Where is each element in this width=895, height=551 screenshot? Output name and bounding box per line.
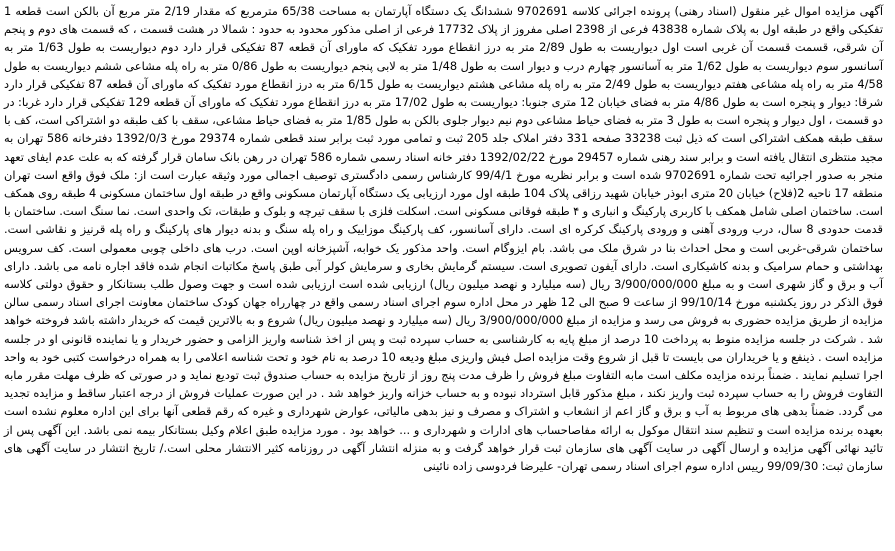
auction-notice-text: آگهی مزایده اموال غیر منقول (اسناد رهنی) پرونده اجرائی کلاسه 9702691 ششدانگ یک دستگاه آپارتمان به مساحت 65/38 مترمربع که مقدار 2/19 متر مربع آن بالکن است قطعه 1 تفکیکی واقع در طبقه اول به پلاک شماره 43838 فرعی از 2398 اصلی مفروز از پلاک 17732 فرعی از اصلی مذکور محدود به حدود : شمالا در هشت قسمت ، که قسمت های دوم و پنجم آن شرقی، قسمت قسمت آن غربی است اول دیواریست به طول 2/89 متر به درز انقطاع مورد تفکیک که ماورای آن قطعه 87 تفکیکی قرار دارد دوم دیواریست به طول 1/63 متر به آسانسور سوم دیواریست به طول 1/62 متر به آسانسور چهارم درب و دیوار است به طول 1/48 متر به لابی پنجم دیواریست به طول 0/86 متر به راه پله مشاعی ششم دیواریست به طول 4/58 متر به راه پله مشاعی هفتم دیواریست به طول 2/49 متر به راه پله مشاعی هشتم دیواریست به طول 6/15 متر به درز انقطاع مورد تفکیک که ماورای آن قطعه 87 تفکیکی قرار دارد شرقا: دیوار و پنجره است به طول 4/86 متر به فضای خیابان 12 متری جنوبا: دیواریست به طول 17/02 متر به درز انقطاع مورد تفکیک که ماورای آن قطعه 129 تفکیکی قرار دارد غربا: در دو قسمت ، اول دیوار و پنجره است به طول 3 متر به فضای حیاط مشاعی دوم نیم دیوار جلوی بالکن به طول 1/85 متر به فضای حیاط مشاعی، سقف با کف طبقه دو اشتراکی است، کف با سقف طبقه همکف اشتراکی است که ذیل ثبت 33238 صفحه 331 دفتر املاک جلد 205 ثبت و تمامی مورد ثبت برابر سند قطعی شماره 29374 مورخ 1392/0/3 دفترخانه 586 تهران به مجید منتظری انتقال یافته است و برابر سند رهنی شماره 29457 مورخ 1392/02/22 دفتر خانه اسناد رسمی شماره 586 تهران در رهن بانک سامان قرار گرفته که به علت عدم ایفای تعهد منجر به صدور اجرائیه تحت شماره 9702691 شده است و برابر نظریه مورخ 99/4/1 کارشناس رسمی دادگستری توصیف اجمالی مورد وثیقه عبارت است از: ملک فوق واقع است تهران منطقه 17 ناحیه 2(فلاح) خیابان 20 متری ابوذر خیابان شهید رزاقی پلاک 104 طبقه اول مورد ارزیابی یک دستگاه آپارتمان مسکونی واقع در طبقه اول ساختمان مسکونی 4 طبقه روی همکف است. ساختمان اصلی شامل همکف با کاربری پارکینگ و انباری و ۴ طبقه فوقانی مسکونی است. اسکلت فلزی با سقف تیرچه و بلوک و طبقات، تک واحدی است. نما سنگ است. ساختمان با قدمت حدودی 8 سال، درب ورودی آهنی و ورودی پارکینگ کرکره ای است. دارای آسانسور، کف پارکینگ موزاییک و راه پله سنگ و بدنه دیوار های پارکینگ و راه پله قرنیز و نقاشی است. ساختمان شرقی-غربی است و محل احداث بنا در شرق ملک می باشد. بام ایزوگام است. واحد مذکور یک خوابه، آشپزخانه اوپن است. درب های داخلی چوبی معمولی است. کف سرویس بهداشتی و حمام سرامیک و بدنه کاشیکاری است. دارای آیفون تصویری است. سیستم گرمایش بخاری و سرمایش کولر آبی طبق پاسخ مکاتبات انجام شده فاقد اجاره نامه می باشد. دارای آب و برق و گاز شهری است و به مبلغ 3/900/000/000 ریال (سه میلیارد و نهصد میلیون ریال) ارزیابی شده است ارزیابی شده است و جهت وصول طلب بستانکار و حقوق دولتی کلاسه فوق الذکر در روز یکشنبه مورخ 99/10/14 از ساعت 9 صبح الی 12 ظهر در محل اداره سوم اجرای اسناد رسمی واقع در چهارراه جهان کودک ساختمان معاونت اجرای اسناد رسمی سالن مزایده از طریق مزایده حضوری به فروش می رسد و مزایده از مبلغ 3/900/000/000 ریال (سه میلیارد و نهصد میلیون ریال) شروع و به بالاترین قیمت که خریدار داشته باشد فروخته خواهد شد . شرکت در جلسه مزایده منوط به پرداخت 10 درصد از مبلغ پایه به کارشناسی به حساب سپرده ثبت و پس از اخذ شناسه واریز الزامی و حضور خریدار و یا نماینده قانونی او در جلسه مزایده است . ذینفع و یا خریداران می بایست تا قبل از شروع وقت مزایده اصل فیش واریزی مبلغ ودیعه 10 درصد به نام خود و تحت شناسه اعلامی را به همراه درخواست کتبی خود به واحد اجرا تسلیم نمایند . ضمناً برنده مزایده مکلف است مابه التفاوت مبلغ فروش را ظرف مدت پنج روز از تاریخ مزایده به حساب صندوق ثبت تودیع نماید و در صورتی که ظرف مهلت مقرر مابه التفاوت فروش را به حساب سپرده ثبت واریز نکند ، مبلغ مذکور قابل استرداد نبوده و به حساب خزانه واریز خواهد شد . در این صورت عملیات فروش از درجه اعتبار ساقط و مزایده تجدید می گردد. ضمناً بدهی های مربوط به آب و برق و گاز اعم از انشعاب و اشتراک و مصرف و نیز بدهی مالیاتی، عوارض شهرداری و غیره که رقم قطعی آنها برای این اداره معلوم نشده است بعهده برنده مزایده است و تنظیم سند انتقال موکول به ارائه مفاصاحساب های ادارات و شهرداری و ... خواهد بود . مورد مزایده طبق اعلام وکیل بستانکار بیمه نمی باشد. این آگهی پس از تائید نهائی آگهی مزایده و ارسال آگهی در سایت آگهی های سازمان ثبت قرار خواهد گرفت و به منزله انتشار آگهی در روزنامه کثیر الانتشار محلی است./ تاریخ انتشار در سایت آگهی های سازمان ثبت: 99/09/30 رییس اداره سوم اجرای اسناد رسمی تهران- علیرضا فردوسی زاده نائینی [4, 4, 884, 474]
